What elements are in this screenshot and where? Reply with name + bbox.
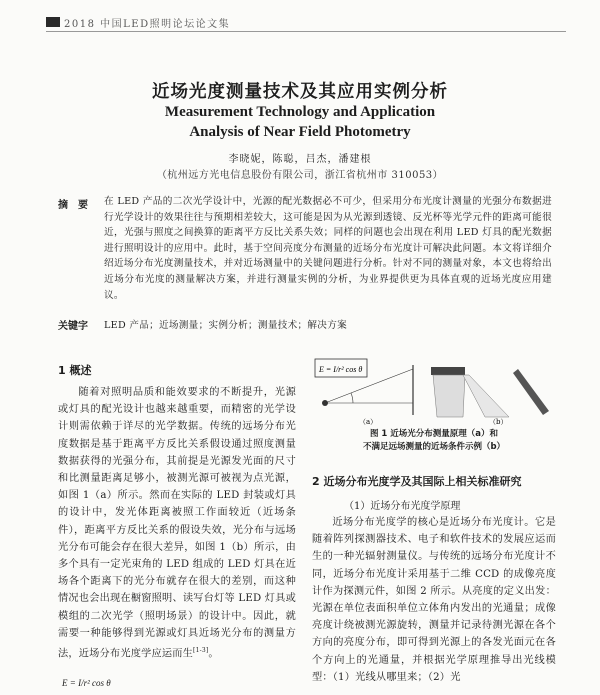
inline-formula: E = I/r² cos θ [62,678,111,688]
title-chinese: 近场光度测量技术及其应用实例分析 [152,82,448,102]
title-english-line2: Analysis of Near Field Photometry [189,124,411,140]
label-b: （b） [489,418,508,426]
label-a: （a） [359,418,378,426]
ray-upper [325,369,413,403]
figure-caption-line2: 不满足远场测量的近场条件示例（b） [362,442,506,452]
header-mark [46,17,60,27]
beam-2 [463,375,509,417]
luminaire [431,367,465,375]
section1-paragraph: 随着对照明品质和能效要求的不断提升，光源或灯具的配光设计也越来越重要，而精密的光学设计则需依赖于详尽的光学数据。传统的远场分布光度数据是基于距离平方反比关系假设通过照度测量数据获得的光强分布，其前提是光源发光面的尺寸和比测量距离足够小，被测光源可被视为点光源，如图 1（a）所示。然而在实际的 LED 封装或灯具的设计中，发光体距离被照工作面较近（近场条件），距离平方反比关系的假设失效，光分布与远场光分布可能会存在很大差异，如图 1（b）所示，由多个具有一定光束角的 LED 组成的 LED 灯具在近场各个距离下的光分布就存在很大的差别，而这种情况也会出现在橱窗照明、读写台灯等 LED 灯具或模组的二次光学（照明场景）的设计中。因此，就需要一种能够得到光源或灯具近场光分布的测量方法，近场分布光度学应运而生[1-3]。 [58,387,296,660]
figure-caption-line1: 图 1 近场光分布测量原理（a）和 [369,429,499,439]
figure-formula: E = I/r² cos θ [319,365,363,374]
citation: [1-3] [193,647,209,655]
beam-1 [433,375,465,417]
section2-paragraph: 近场分布光度学的核心是近场分布光度计。它是随着阵列探测器技术、电子和软件技术的发展应运而生的一种光辐射测量仪。与传统的远场分布光度计不同，近场分布光度计采用基于二维 CCD 的成像亮度计作为探测元件，如图 2 所示。从亮度的定义出发：光源在单位表面积单位立体角内发出的光通量；成像亮度计绕被测光源旋转，测量并记录待测光源在各个方向的亮度分布，即可得到光源上的各发光面元在各个方向上的光通量，并根据光学原理推导出光线模型：（1）光线从哪里来；（2）光 [312,517,556,683]
section2-subheading: （1）近场分布光度学原理 [344,501,461,512]
keywords-text: LED 产品；近场测量；实例分析；测量技术；解决方案 [104,320,347,331]
figure-1 [313,355,555,427]
affiliation: （杭州远方光电信息股份有限公司，浙江省杭州市 310053） [156,170,444,181]
header-rule [46,31,566,32]
figure-caption [318,428,550,454]
section1-text: 随着对照明品质和能效要求的不断提升，光源或灯具的配光设计也越来越重要，而精密的光学设计则需依赖于详尽的光学数据。传统的远场分布光度数据是基于距离平方反比关系假设通过照度测量数据获得的光强分布，其前提是光源发光面的尺寸和比测量距离足够小，被测光源可被视为点光源，如图 1（a）所示。然而在实际的 LED 封装或灯具的设计中，发光体距离被照工作面较近（近场条件），距离平方反比关系的假设失效，光分布与远场光分布可能会存在很大差异，如图 1（b）所示，由多个具有一定光束角的 LED 组成的 LED 灯具在近场各个距离下的光分布就存在很大的差别，而这种情况也会出现在橱窗照明、读写台灯等 LED 灯具或模组的二次光学（照明场景）的设计中。因此，就需要一种能够得到光源或灯具近场光分布的测量方法，近场分布光度学应运而生 [58,387,296,660]
section1-heading: 1 概述 [58,364,92,377]
title-english-line1: Measurement Technology and Application [164,104,436,120]
angle-arc [351,393,353,403]
section2-heading: 2 近场分布光度学及其国际上相关标准研究 [312,475,522,488]
abstract-text: 在 LED 产品的二次光学设计中，光源的配光数据必不可少，但采用分布光度计测量的光强分布数据进行光学设计的效果往往与预期相差较大，这可能是因为从光源到透镜、反光杯等光学元件的距离可能很近，光强与照度之间换算的距离平方反比关系失效；同样的问题也会出现在利用 LED 灯具的配光数据进行照明设计的应用中。此时，基于空间亮度分布测量的近场分布光度计可解决此问题。本文将详细介绍近场分布光度测量技术，并对近场测量中的关键问题进行分析。针对不同的测量对象，本文也将给出近场分布光度的测量解决方案，并进行测量实例的分析，为业界提供更为具体直观的近场光度应用建议。 [104,196,552,301]
keywords-label: 关键字 [58,321,88,332]
lamp-fixture [513,369,549,415]
title-english [0,102,600,142]
journal-header: 2018 中国LED照明论坛论文集 [64,19,231,30]
abstract-label: 摘要 [58,200,98,211]
authors: 李晓妮，陈聪，吕杰，潘建根 [228,154,372,165]
